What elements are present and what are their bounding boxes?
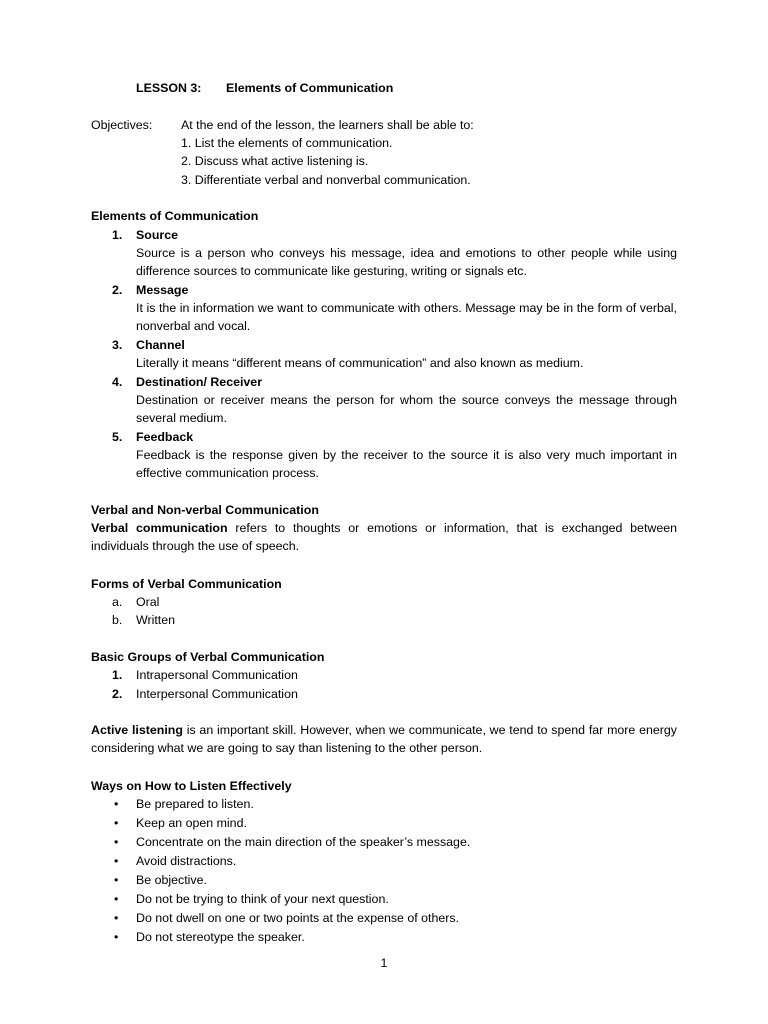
lesson-label: LESSON 3: [136,81,202,95]
listening-tip: Be objective. [136,873,207,887]
objective-item: 3. Differentiate verbal and nonverbal communication. [181,173,471,187]
form-item: Oral [136,595,160,609]
bullet-icon: • [114,873,119,887]
listening-tip: Avoid distractions. [136,854,237,868]
element-description: Feedback is the response given by the receiver to the source it is also very much important in effective communication process. [136,448,677,481]
element-description: Source is a person who conveys his message, idea and emotions to other people while using difference sources to communicate like gesturing, writing or signals etc. [136,246,677,279]
objectives-label: Objectives: [91,118,153,132]
bullet-icon: • [114,911,119,925]
forms-heading: Forms of Verbal Communication [91,577,282,591]
bullet-icon: • [114,854,119,868]
element-number: 1. [112,228,123,242]
element-title: Destination/ Receiver [136,375,263,389]
groups-heading: Basic Groups of Verbal Communication [91,650,325,664]
page-number: 1 [380,956,388,970]
elements-heading: Elements of Communication [91,209,259,223]
active-listening-term: Active listening [91,723,183,737]
element-description: Literally it means “different means of communication” and also known as medium. [136,356,584,370]
lesson-title: Elements of Communication [226,81,394,95]
bullet-icon: • [114,892,119,906]
group-number: 1. [112,668,123,682]
listening-tip: Do not dwell on one or two points at the expense of others. [136,911,460,925]
listening-tip: Do not stereotype the speaker. [136,930,305,944]
element-description: Destination or receiver means the person for whom the source conveys the message through several medium. [136,393,677,426]
listening-tip: Keep an open mind. [136,816,247,830]
ways-heading: Ways on How to Listen Effectively [91,779,292,793]
active-listening-paragraph [91,721,677,758]
bullet-icon: • [114,930,119,944]
element-description: It is the in information we want to communicate with others. Message may be in the form of verbal, nonverbal and vocal. [136,301,677,334]
objective-item: 1. List the elements of communication. [181,136,393,150]
element-number: 3. [112,338,123,352]
element-title: Source [136,228,179,242]
element-title: Feedback [136,430,194,444]
verbal-term: Verbal communication [91,521,228,535]
group-item: Interpersonal Communication [136,687,298,701]
form-letter: a. [112,595,123,609]
form-item: Written [136,613,176,627]
verbal-definition: refers to thoughts or emotions or information, that is exchanged between individuals through the use of speech. [91,521,678,554]
listening-tip: Be prepared to listen. [136,797,254,811]
listening-tip: Concentrate on the main direction of the speaker’s message. [136,835,471,849]
element-title: Message [136,283,189,297]
group-item: Intrapersonal Communication [136,668,298,682]
element-number: 5. [112,430,123,444]
form-letter: b. [112,613,123,627]
element-number: 2. [112,283,123,297]
verbal-heading: Verbal and Non-verbal Communication [91,503,319,517]
verbal-paragraph [91,519,677,556]
listening-tip: Do not be trying to think of your next question. [136,892,389,906]
bullet-icon: • [114,797,119,811]
element-title: Channel [136,338,185,352]
active-listening-text: is an important skill. However, when we communicate, we tend to spend far more energy considering what we are going to say than listening to the other person. [91,723,677,756]
objective-item: 2. Discuss what active listening is. [181,154,369,168]
objectives-intro: At the end of the lesson, the learners shall be able to: [181,118,474,132]
bullet-icon: • [114,816,119,830]
group-number: 2. [112,687,123,701]
element-number: 4. [112,375,123,389]
bullet-icon: • [114,835,119,849]
